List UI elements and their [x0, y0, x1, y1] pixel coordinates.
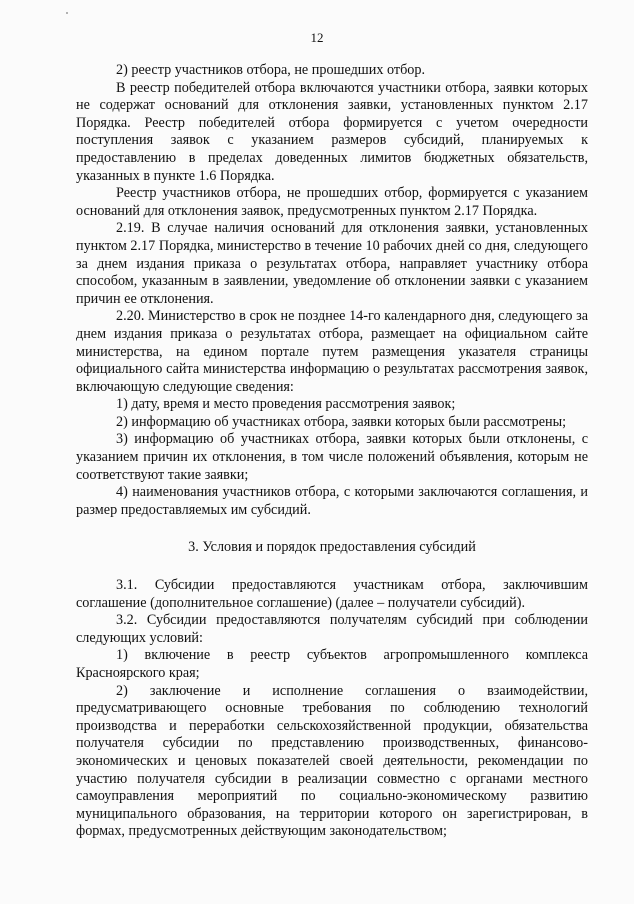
- paragraph: 2.20. Министерство в срок не позднее 14-го календарного дня, следующего за днем издания приказа о результатах отбора, размещает на официальном сайте министерства, на едином портале путем размещения указателя страницы официального сайта министерства информацию о результатах рассмотрения заявок, включающую следующие сведения:: [76, 308, 588, 395]
- page-number: 12: [310, 30, 324, 45]
- list-item: 4) наименования участников отбора, с которыми заключаются соглашения, и размер предоставляемых им субсидий.: [76, 484, 588, 518]
- section-heading: 3. Условия и порядок предоставления субсидий: [188, 539, 476, 556]
- list-item: 2) информацию об участниках отбора, заявки которых были рассмотрены;: [116, 413, 567, 430]
- list-item: 3) информацию об участниках отбора, заявки которых были отклонены, с указанием причин их отклонения, в том числе положений объявления, которым не соответствуют такие заявки;: [76, 431, 588, 483]
- paragraph: 3.2. Субсидии предоставляются получателям субсидий при соблюдении следующих условий:: [76, 612, 588, 646]
- document-body: [76, 62, 588, 841]
- paragraph: 2) реестр участников отбора, не прошедших отбор.: [116, 62, 426, 78]
- list-item: 1) дату, время и место проведения рассмотрения заявок;: [116, 396, 456, 413]
- list-item: 2) заключение и исполнение соглашения о взаимодействии, предусматривающего основные требования по соблюдению технологий производства и переработки сельскохозяйственной продукции, обязательства получателя субсидии по представлению производственных, финансово-экономических и ценовых показателей своей деятельности, рекомендации по участию получателя субсидии в реализации совместно с органами местного самоуправления мероприятий по социально-экономическому развитию муниципального образования, на территории которого он зарегистрирован, в формах, предусмотренных действующим законодательством;: [76, 682, 588, 840]
- paragraph: 2.19. В случае наличия оснований для отклонения заявки, установленных пунктом 2.17 Порядка, министерство в течение 10 рабочих дней со дня, следующего за днем издания приказа о результатах отбора, направляет участнику отбора способом, указанным в заявлении, уведомление об отклонении заявки с указанием причин ее отклонения.: [76, 220, 588, 307]
- paragraph: Реестр участников отбора, не прошедших отбор, формируется с указанием оснований для отклонения заявок, предусмотренных пунктом 2.17 Порядка.: [76, 185, 588, 219]
- scan-speck: [66, 12, 68, 14]
- paragraph: В реестр победителей отбора включаются участники отбора, заявки которых не содержат оснований для отклонения заявки, установленных пунктом 2.17 Порядка. Реестр победителей отбора формируется с учетом очередности поступления заявок с указанием размеров субсидий, планируемых к предоставлению в пределах доведенных лимитов бюджетных обязательств, указанных в пункте 1.6 Порядка.: [76, 79, 588, 184]
- paragraph: 3.1. Субсидии предоставляются участникам отбора, заключившим соглашение (дополнительное соглашение) (далее – получатели субсидий).: [76, 577, 588, 611]
- list-item: 1) включение в реестр субъектов агропромышленного комплекса Красноярского края;: [76, 647, 588, 681]
